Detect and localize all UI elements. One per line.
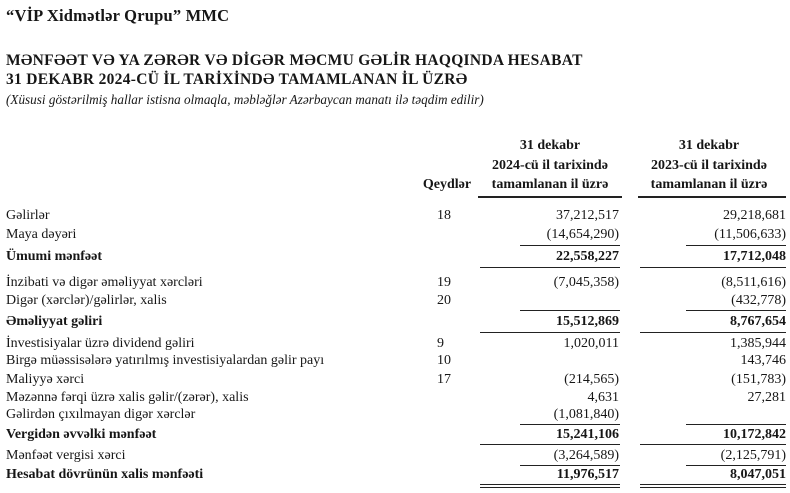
table-row-gross-profit — [0, 248, 790, 266]
column-header-2024-line2: 2024-cü il tarixində — [492, 157, 608, 173]
row-value-2024: (1,081,840) — [553, 407, 619, 422]
company-name: “VİP Xidmətlər Qrupu” MMC — [6, 6, 230, 25]
row-value-2023: (151,783) — [731, 372, 786, 387]
row-note: 20 — [437, 293, 451, 308]
table-row-joint-venture-share — [0, 352, 790, 370]
row-label: Gəlirlər — [6, 208, 50, 223]
subtotal-rule-2024 — [520, 310, 620, 311]
row-value-2023: (2,125,791) — [720, 448, 786, 463]
row-value-2024: (3,264,589) — [553, 448, 619, 463]
subtotal-rule-2023 — [686, 245, 786, 246]
row-note: 17 — [437, 372, 451, 387]
table-row-dividend-income — [0, 335, 790, 353]
table-row-other-expenses — [0, 292, 790, 310]
row-label: Digər (xərclər)/gəlirlər, xalis — [6, 293, 167, 308]
row-value-2024: (7,045,358) — [553, 275, 619, 290]
row-value-2024: 22,558,227 — [556, 249, 619, 264]
row-label: Ümumi mənfəət — [6, 249, 103, 264]
column-header-2023-line1: 31 dekabr — [678, 138, 740, 153]
total-rule-2024 — [480, 444, 620, 445]
table-row-operating-income — [0, 313, 790, 331]
row-note: 9 — [437, 336, 444, 351]
row-value-2023: 17,712,048 — [723, 249, 786, 264]
row-label: Mənfəət vergisi xərci — [6, 448, 126, 463]
row-value-2023: (11,506,633) — [714, 227, 786, 242]
row-label: İnzibati və digər əməliyyat xərcləri — [6, 275, 203, 290]
row-label: İnvestisiyalar üzrə dividend gəliri — [6, 336, 195, 351]
row-label: Hesabat dövrünün xalis mənfəəti — [6, 467, 204, 482]
subtotal-rule-2024 — [520, 245, 620, 246]
row-note: 19 — [437, 275, 451, 290]
header-underline-2024 — [478, 196, 622, 198]
total-rule-2024 — [480, 267, 620, 268]
row-label: Maya dəyəri — [6, 227, 77, 242]
row-value-2023: 8,767,654 — [730, 314, 786, 329]
table-row-profit-before-tax — [0, 426, 790, 444]
row-value-2024: (14,654,290) — [546, 227, 619, 242]
column-header-2023-line3: tamamlanan il üzrə — [650, 177, 768, 192]
report-title: MƏNFƏƏT VƏ YA ZƏRƏR VƏ DİGƏR MƏCMU GƏLİR HAQQINDA HESABAT — [6, 52, 583, 69]
row-value-2023: (8,511,616) — [721, 275, 786, 290]
column-header-2023-line2: 2023-cü il tarixində — [651, 157, 767, 173]
row-value-2023: 143,746 — [740, 353, 786, 368]
total-rule-2023 — [640, 444, 786, 445]
total-rule-2023 — [640, 332, 786, 333]
row-label: Məzənnə fərqi üzrə xalis gəlir/(zərər), xalis — [6, 390, 249, 405]
subtotal-rule-2023 — [686, 310, 786, 311]
table-row-cost-of-sales — [0, 226, 790, 244]
row-value-2024: 15,512,869 — [556, 314, 619, 329]
report-note: (Xüsusi göstərilmiş hallar istisna olmaqla, məbləğlər Azərbaycan manatı ilə təqdim edilir) — [6, 92, 484, 107]
row-note: 10 — [437, 353, 451, 368]
table-row-income-tax — [0, 447, 790, 465]
row-value-2023: 1,385,944 — [730, 336, 786, 351]
row-label: Gəlirdən çıxılmayan digər xərclər — [6, 407, 196, 422]
table-row-nondeductible-expenses — [0, 406, 790, 424]
row-value-2023: (432,778) — [731, 293, 786, 308]
column-header-2024 — [477, 136, 623, 195]
table-row-fx-gain — [0, 389, 790, 407]
column-header-2024-line3: tamamlanan il üzrə — [491, 177, 609, 192]
header-underline-2023 — [638, 196, 786, 198]
subtotal-rule-2023 — [686, 424, 786, 425]
notes-column-header: Qeydlər — [422, 177, 472, 192]
subtotal-rule-2024 — [520, 424, 620, 425]
row-value-2023: 10,172,842 — [723, 427, 786, 442]
column-header-2024-line1: 31 dekabr — [519, 138, 581, 153]
row-value-2024: 11,976,517 — [556, 467, 619, 482]
row-label: Maliyyə xərci — [6, 372, 85, 387]
grand-total-double-rule-2023 — [640, 484, 786, 488]
table-row-revenue — [0, 207, 790, 225]
row-value-2023: 8,047,051 — [730, 467, 786, 482]
column-header-2023 — [633, 136, 785, 195]
grand-total-double-rule-2024 — [480, 484, 620, 488]
table-row-finance-cost — [0, 371, 790, 389]
row-value-2024: 37,212,517 — [556, 208, 619, 223]
row-value-2024: (214,565) — [564, 372, 619, 387]
row-label: Birgə müəssisələrə yatırılmış investisiyalardan gəlir payı — [6, 353, 325, 368]
table-row-admin-expenses — [0, 274, 790, 292]
table-row-net-profit — [0, 466, 790, 484]
total-rule-2023 — [640, 267, 786, 268]
row-value-2024: 1,020,011 — [563, 336, 619, 351]
report-period: 31 DEKABR 2024-CÜ İL TARİXİNDƏ TAMAMLANAN İL ÜZRƏ — [6, 71, 468, 88]
row-value-2024: 4,631 — [587, 390, 619, 405]
row-label: Vergidən əvvəlki mənfəət — [6, 427, 157, 442]
row-label: Əməliyyat gəliri — [6, 314, 103, 329]
total-rule-2024 — [480, 332, 620, 333]
row-note: 18 — [437, 208, 451, 223]
row-value-2023: 27,281 — [747, 390, 786, 405]
row-value-2024: 15,241,106 — [556, 427, 619, 442]
row-value-2023: 29,218,681 — [723, 208, 786, 223]
